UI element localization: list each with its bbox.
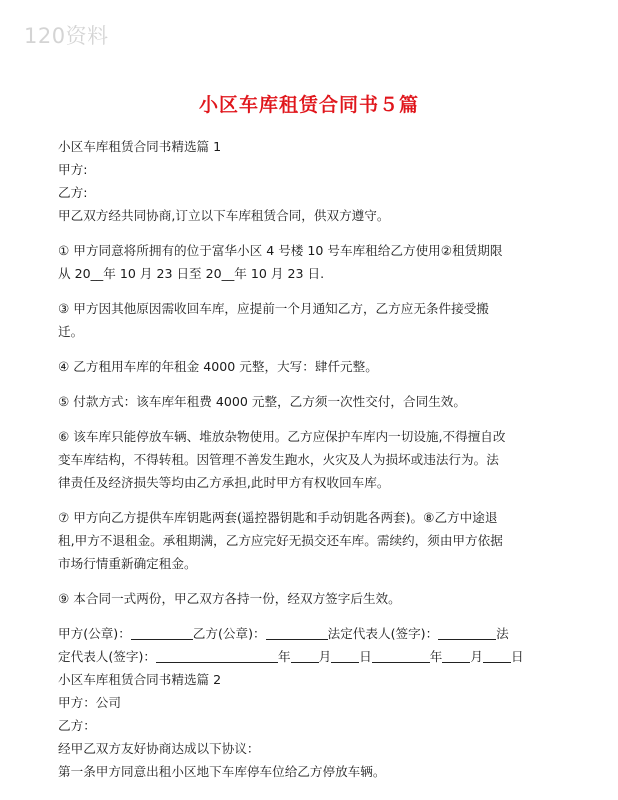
- legal-rep-label: 法定代表人(签字)：: [327, 626, 439, 641]
- legal-rep-a-label: 法: [496, 626, 509, 641]
- clause-5: ⑤ 付款方式：该车库年租费 4000 元整，乙方须一次性交付，合同生效。: [58, 394, 466, 409]
- clause-1-line: ① 甲方同意将所拥有的位于富华小区 4 号楼 10 号车库租给乙方使用②租赁期限: [58, 243, 503, 258]
- signature-blank: [131, 625, 193, 640]
- date-blank: [331, 648, 359, 663]
- clause-9: ⑨ 本合同一式两份，甲乙双方各持一份，经双方签字后生效。: [58, 591, 401, 606]
- clause-1-line: 从 20__年 10 月 23 日至 20__年 10 月 23 日.: [58, 266, 325, 281]
- month-label: 月: [470, 649, 483, 664]
- party-a-seal-label: 甲方(公章)：: [58, 626, 131, 641]
- party-b-line: 乙方:: [58, 185, 88, 200]
- date-blank: [372, 648, 430, 663]
- clause-6: [58, 425, 568, 494]
- date-blank: [291, 648, 319, 663]
- clause-6-line: ⑥ 该车库只能停放车辆、堆放杂物使用。乙方应保护车库内一切设施,不得擅自改: [58, 429, 506, 444]
- year-label: 年: [277, 649, 291, 664]
- clause-7-line: 市场行情重新确定租金。: [58, 556, 197, 571]
- section-heading-2: 小区车库租赁合同书精选篇 2: [58, 672, 222, 687]
- day-label: 日: [359, 649, 372, 664]
- party-a-line: 甲方：公司: [58, 695, 121, 710]
- clause-3-line: 迁。: [58, 324, 84, 339]
- signature-blank: [438, 625, 496, 640]
- day-label: 日: [510, 649, 524, 664]
- date-blank: [483, 648, 511, 663]
- date-blank: [442, 648, 470, 663]
- party-a-line: 甲方:: [58, 162, 88, 177]
- signature-line-2: [58, 645, 568, 668]
- legal-rep-b-label: 定代表人(签字)：: [58, 649, 156, 664]
- party-b-seal-label: 乙方(公章)：: [192, 626, 266, 641]
- intro-line: 甲乙双方经共同协商,订立以下车库租赁合同，供双方遵守。: [58, 208, 390, 223]
- party-b-line: 乙方：: [58, 718, 96, 733]
- clause-7: [58, 506, 568, 575]
- signature-blank: [266, 625, 328, 640]
- clause-3: [58, 297, 568, 343]
- clause-3-line: ③ 甲方因其他原因需收回车库，应提前一个月通知乙方，乙方应无条件接受搬: [58, 301, 489, 316]
- article-1: 第一条甲方同意出租小区地下车库停车位给乙方停放车辆。: [58, 764, 386, 779]
- section-heading-1: 小区车库租赁合同书精选篇 1: [58, 139, 222, 154]
- clause-6-line: 变车库结构，不得转租。因管理不善发生跑水，火灾及人为损坏或违法行为。法: [58, 452, 499, 467]
- clause-7-line: 租,甲方不退租金。承租期满，乙方应完好无损交还车库。需续约，须由甲方依据: [58, 533, 503, 548]
- clause-6-line: 律责任及经济损失等均由乙方承担,此时甲方有权收回车库。: [58, 475, 390, 490]
- intro-line: 经甲乙双方友好协商达成以下协议：: [58, 741, 260, 756]
- clause-1: [58, 239, 568, 285]
- watermark: 120资料: [24, 24, 109, 48]
- document-body: [58, 135, 568, 783]
- document-title: 小区车库租赁合同书５篇: [198, 94, 419, 116]
- clause-4: ④ 乙方租用车库的年租金 4000 元整，大写：肆仟元整。: [58, 359, 378, 374]
- clause-7-line: ⑦ 甲方向乙方提供车库钥匙两套(遥控器钥匙和手动钥匙各两套)。⑧乙方中途退: [58, 510, 498, 525]
- month-label: 月: [318, 649, 332, 664]
- signature-blank: [156, 648, 278, 663]
- year-label: 年: [429, 649, 443, 664]
- signature-line-1: [58, 622, 568, 645]
